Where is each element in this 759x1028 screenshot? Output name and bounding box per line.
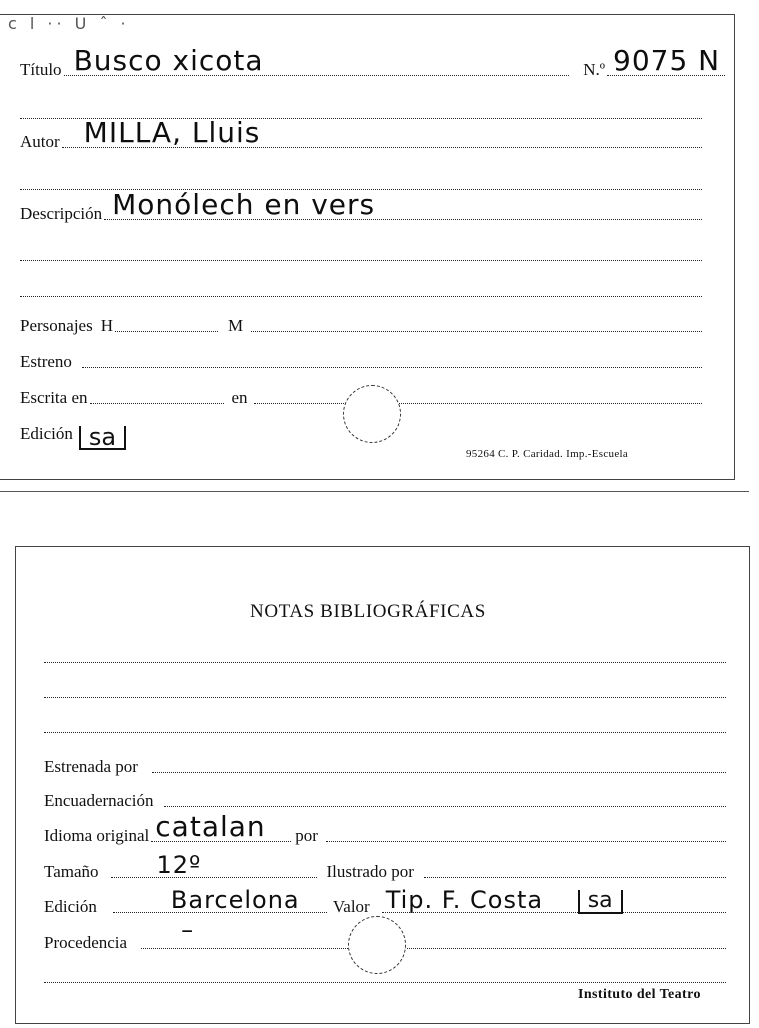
edicion-row-front [20, 420, 320, 451]
personajes-row [20, 314, 702, 336]
autor-field [62, 116, 702, 149]
idioma-value: catalan [155, 810, 266, 843]
procedencia-field [141, 916, 726, 949]
tamano-value: 12º [156, 851, 202, 879]
descripcion-field [104, 188, 702, 221]
titulo-field [64, 44, 570, 77]
notas-line-3 [44, 732, 726, 733]
edicion-value-front: sa [79, 426, 126, 450]
edicion-row-back [44, 886, 726, 917]
institution-footer: Instituto del Teatro [578, 987, 701, 1002]
m-field [251, 314, 702, 332]
edicion-value-back: Barcelona [170, 886, 300, 914]
descripcion-extra-line-1 [20, 260, 702, 261]
descripcion-row [20, 188, 702, 224]
numero-label: N.º [583, 60, 605, 79]
idioma-field [151, 810, 291, 843]
titulo-row [20, 44, 725, 80]
top-marks: c l ·· U ˆ · [8, 14, 130, 33]
estrenada-label: Estrenada por [44, 757, 138, 776]
encuadernacion-field [164, 789, 727, 807]
tamano-field [111, 851, 317, 879]
numero-field [607, 44, 725, 77]
ilustrado-label: Ilustrado por [326, 862, 414, 881]
autor-label: Autor [20, 132, 60, 151]
numero-value: 9075 N [613, 44, 721, 77]
edicion-label-back: Edición [44, 897, 97, 916]
encuadernacion-row [44, 789, 726, 811]
h-field [115, 314, 218, 332]
descripcion-value: Monólech en vers [112, 188, 376, 221]
idioma-label: Idioma original [44, 826, 150, 845]
tamano-row [44, 851, 726, 882]
estrenada-row [44, 755, 726, 777]
autor-value: MILLA, Lluis [83, 116, 261, 149]
m-label: M [228, 316, 244, 335]
descripcion-label: Descripción [20, 204, 103, 223]
descripcion-extra-line-2 [20, 296, 702, 297]
edicion-label-front: Edición [20, 424, 73, 443]
valor-field [382, 886, 726, 914]
titulo-value: Busco xicota [73, 44, 264, 77]
notas-line-1 [44, 662, 726, 663]
autor-row [20, 116, 702, 152]
procedencia-value: – [181, 916, 195, 944]
personajes-label: Personajes [20, 316, 93, 335]
por-label: por [295, 826, 318, 845]
en-field [254, 386, 702, 404]
edicion-field-back [113, 886, 327, 914]
estreno-field [82, 350, 702, 368]
estreno-row [20, 350, 702, 372]
encuadernacion-label: Encuadernación [44, 791, 154, 810]
printer-note: 95264 C. P. Caridad. Imp.-Escuela [466, 448, 629, 460]
estreno-label: Estreno [20, 352, 72, 371]
notas-line-2 [44, 697, 726, 698]
tamano-label: Tamaño [44, 862, 99, 881]
h-label: H [100, 316, 113, 335]
card-divider [0, 491, 749, 492]
idioma-row [44, 810, 726, 846]
en-label: en [231, 388, 248, 407]
titulo-label: Título [20, 60, 62, 79]
procedencia-label: Procedencia [44, 933, 128, 952]
procedencia-extra-line [44, 982, 726, 983]
notas-title: NOTAS BIBLIOGRÁFICAS [250, 601, 486, 622]
valor-bracket: sa [578, 890, 623, 914]
punch-hole-back [348, 916, 406, 974]
punch-hole-front [343, 385, 401, 443]
valor-label: Valor [332, 897, 370, 916]
valor-value: Tip. F. Costa [385, 886, 544, 914]
por-field [326, 824, 726, 842]
escrita-field [90, 386, 224, 404]
escrita-label: Escrita en [20, 388, 88, 407]
estrenada-field [152, 755, 726, 773]
ilustrado-field [424, 860, 726, 878]
